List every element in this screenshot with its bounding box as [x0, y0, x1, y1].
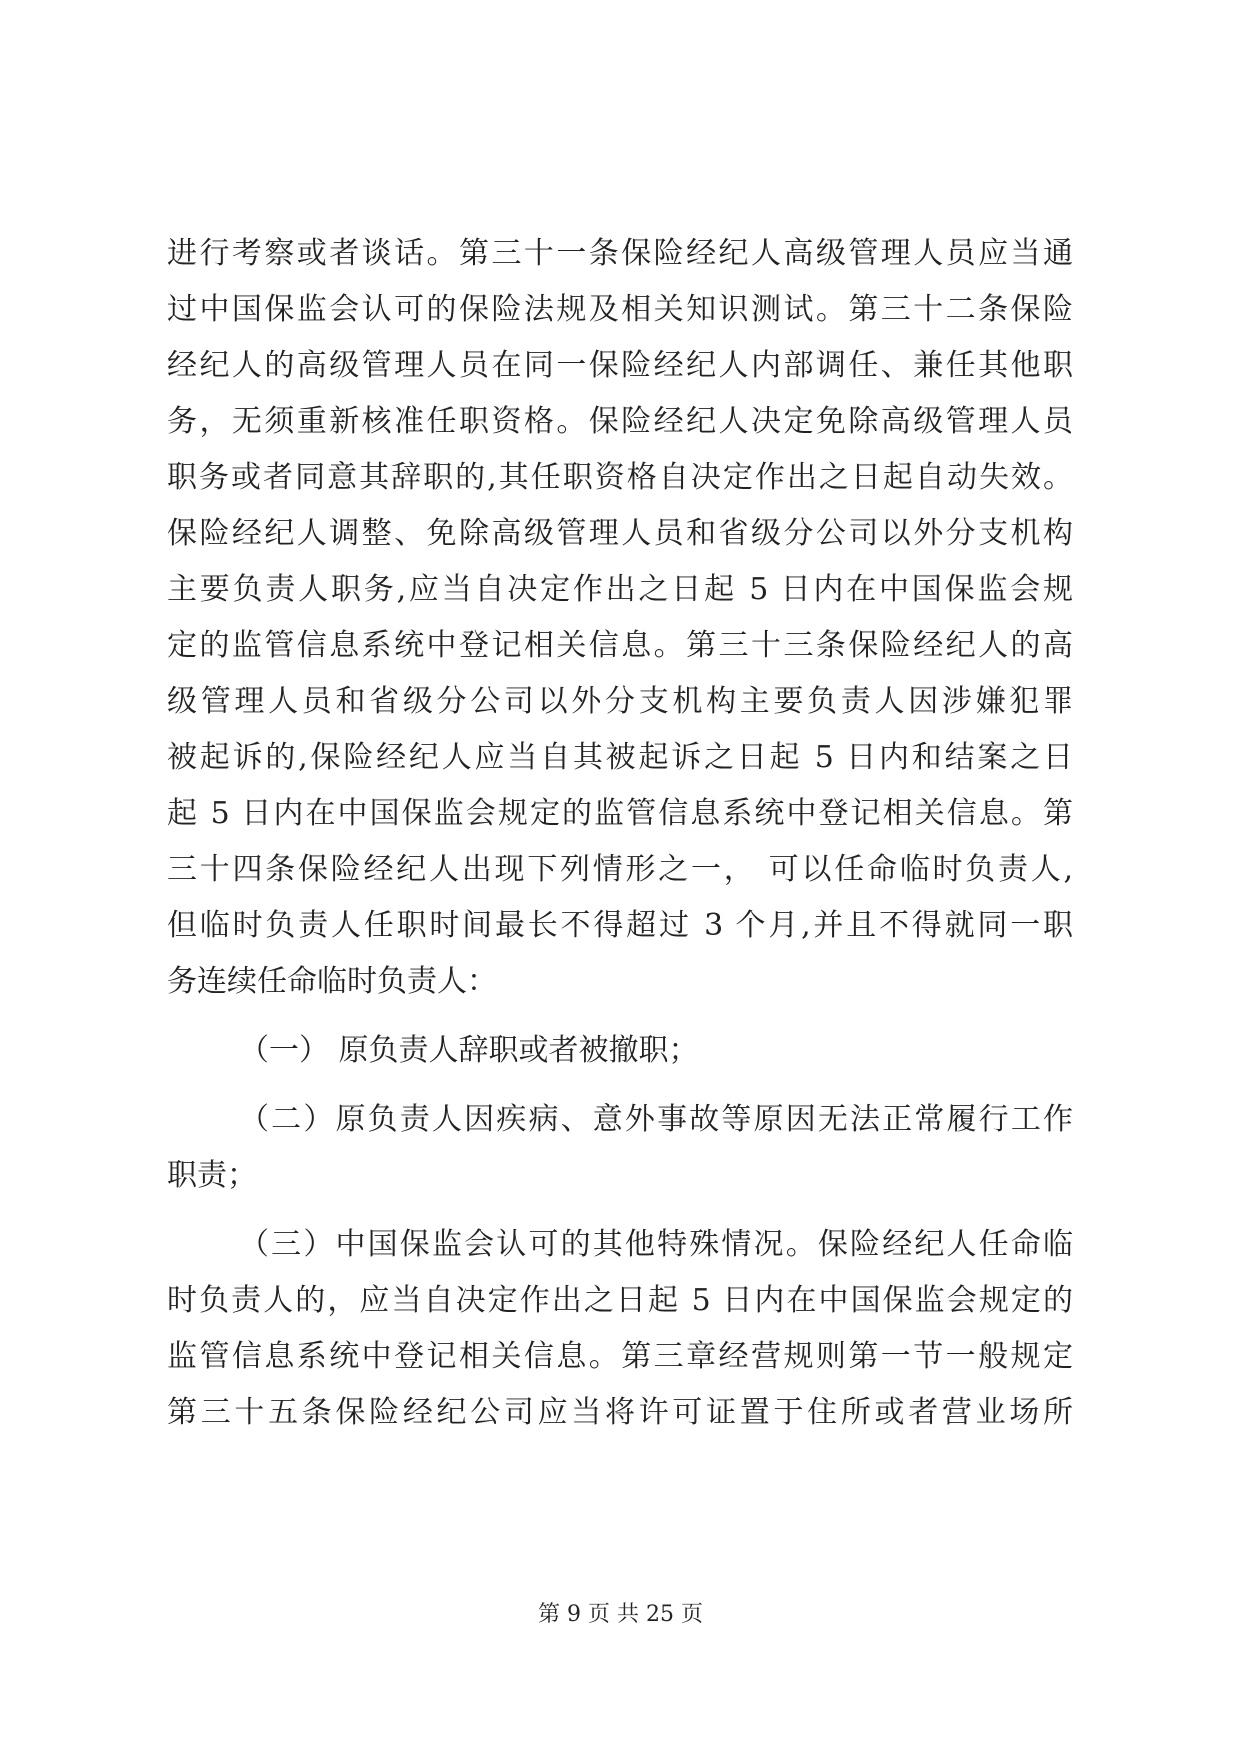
text-line: 务连续任命临时负责人： [167, 964, 497, 999]
text-line: 主要负责人职务,应当自决定作出之日起 5 日内在中国保监会规 [167, 572, 1073, 607]
text-line: 但临时负责人任职时间最长不得超过 3 个月,并且不得就同一职 [167, 908, 1073, 943]
text-line: 务，无须重新核准任职资格。保险经纪人决定免除高级管理人员 [167, 404, 1073, 439]
text-line: 三十四条保险经纪人出现下列情形之一， 可以任命临时负责人, [167, 852, 1073, 887]
text-line: 保险经纪人调整、免除高级管理人员和省级分公司以外分支机构 [167, 516, 1073, 551]
text-line: 监管信息系统中登记相关信息。第三章经营规则第一节一般规定 [167, 1339, 1073, 1374]
text-line: 时负责人的，应当自决定作出之日起 5 日内在中国保监会规定的 [167, 1283, 1073, 1318]
text-line: 被起诉的,保险经纪人应当自其被起诉之日起 5 日内和结案之日 [167, 740, 1073, 775]
list-item: （二）原负责人因疾病、意外事故等原因无法正常履行工作 [239, 1102, 1073, 1137]
text-line: 经纪人的高级管理人员在同一保险经纪人内部调任、兼任其他职 [167, 348, 1073, 383]
text-line: 职务或者同意其辞职的,其任职资格自决定作出之日起自动失效。 [167, 460, 1073, 495]
text-line: 第三十五条保险经纪公司应当将许可证置于住所或者营业场所 [167, 1395, 1073, 1430]
text-line: 职责； [167, 1158, 257, 1193]
body-text [167, 226, 1073, 1441]
list-item: （一） 原负责人辞职或者被撤职； [239, 1033, 699, 1068]
page-number-footer: 第 9 页 共 25 页 [538, 1602, 703, 1627]
text-line: 过中国保监会认可的保险法规及相关知识测试。第三十二条保险 [167, 292, 1073, 327]
text-line: 进行考察或者谈话。第三十一条保险经纪人高级管理人员应当通 [167, 236, 1073, 271]
list-item: （三）中国保监会认可的其他特殊情况。保险经纪人任命临 [239, 1227, 1073, 1262]
text-line: 定的监管信息系统中登记相关信息。第三十三条保险经纪人的高 [167, 628, 1073, 663]
text-line: 起 5 日内在中国保监会规定的监管信息系统中登记相关信息。第 [167, 796, 1073, 831]
text-line: 级管理人员和省级分公司以外分支机构主要负责人因涉嫌犯罪 [167, 684, 1073, 719]
